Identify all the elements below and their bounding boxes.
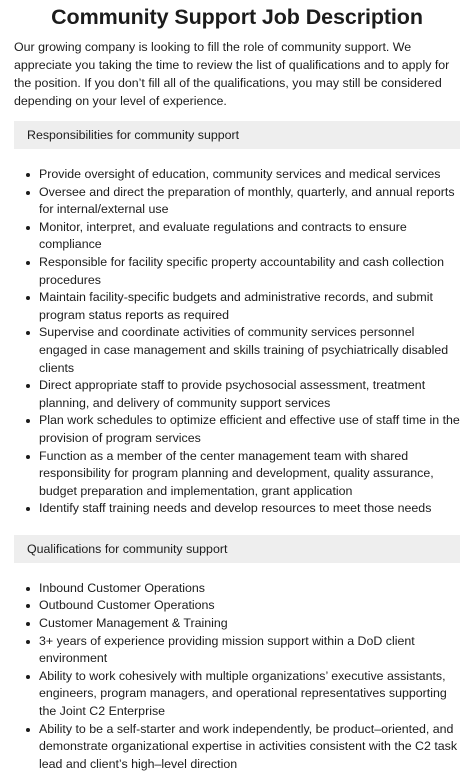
list-item: Direct appropriate staff to provide psychosocial assessment, treatment planning, and delivery of community support services <box>39 377 460 412</box>
list-item: 3+ years of experience providing mission support within a DoD client environment <box>39 633 460 668</box>
list-item: Monitor, interpret, and evaluate regulations and contracts to ensure compliance <box>39 219 460 254</box>
intro-paragraph: Our growing company is looking to fill the role of community support. We appreciate you taking the time to review the list of qualifications and to apply for the position. If you don’t fill all of the qualifications, you may still be considered depending on your level of experience. <box>14 40 450 108</box>
qualifications-heading: Qualifications for community support <box>14 535 460 563</box>
list-item: Plan work schedules to optimize efficient and effective use of staff time in the provision of program services <box>39 412 460 447</box>
responsibilities-heading: Responsibilities for community support <box>14 121 460 149</box>
list-item: Provide oversight of education, community services and medical services <box>39 166 460 184</box>
list-item: Ability to be a self-starter and work independently, be product–oriented, and demonstrate organizational expertise in activities consistent with the C2 task lead and client’s high–level direction <box>39 721 460 773</box>
responsibilities-list <box>14 166 460 518</box>
page-title: Community Support Job Description <box>51 5 423 29</box>
list-item: Function as a member of the center management team with shared responsibility for program planning and development, quality assurance, budget preparation and implementation, grant application <box>39 448 460 501</box>
list-item: Outbound Customer Operations <box>39 597 460 615</box>
qualifications-list <box>14 580 460 773</box>
list-item: Supervise and coordinate activities of community services personnel engaged in case management and skills training of psychiatrically disabled clients <box>39 324 460 377</box>
list-item: Maintain facility-specific budgets and administrative records, and submit program status reports as required <box>39 289 460 324</box>
list-item: Customer Management & Training <box>39 615 460 633</box>
list-item: Oversee and direct the preparation of monthly, quarterly, and annual reports for internal/external use <box>39 184 460 219</box>
list-item: Responsible for facility specific property accountability and cash collection procedures <box>39 254 460 289</box>
list-item: Identify staff training needs and develop resources to meet those needs <box>39 500 460 518</box>
list-item: Ability to work cohesively with multiple organizations’ executive assistants, engineers, program managers, and operational representatives supporting the Joint C2 Enterprise <box>39 668 460 721</box>
list-item: Inbound Customer Operations <box>39 580 460 598</box>
